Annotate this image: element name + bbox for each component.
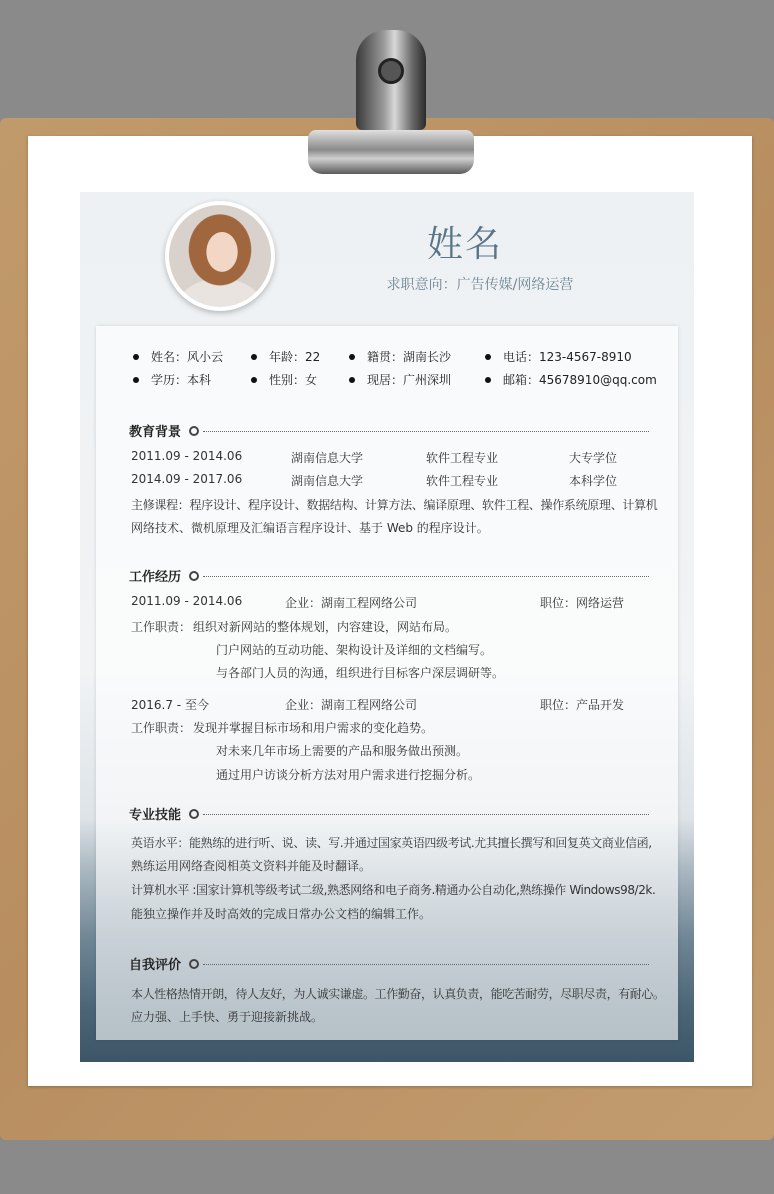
section-work-title: 工作经历	[129, 570, 182, 585]
clip-hole	[378, 58, 404, 84]
job-duty: 组织对新网站的整体规划，内容建设，网站布局。	[193, 620, 458, 634]
section-skills-title: 专业技能	[129, 808, 182, 823]
info-residence: 现居：广州深圳	[349, 371, 451, 388]
section-skills	[129, 804, 649, 823]
job-duty: 发现并掌握目标市场和用户需求的变化趋势。	[193, 721, 434, 735]
job-company: 企业：湖南工程网络公司	[285, 698, 418, 712]
job-company: 企业：湖南工程网络公司	[285, 596, 418, 610]
edu-period: 2014.09 - 2017.06	[131, 472, 243, 486]
job-duty: 与各部门人员的沟通，组织进行目标客户深层调研等。	[216, 666, 505, 680]
info-age: 年龄：22	[251, 348, 320, 365]
self-line: 本人性格热情开朗，待人友好，为人诚实谦虚。工作勤奋，认真负责，能吃苦耐劳，尽职尽责，有耐心。	[131, 987, 665, 1001]
page-title: 姓名	[426, 224, 503, 265]
edu-courses: 网络技术、微机原理及汇编语言程序设计、基于 Web 的程序设计。	[131, 521, 489, 535]
edu-degree: 本科学位	[569, 474, 618, 488]
job-duty-label: 工作职责：	[131, 620, 192, 634]
binder-clip	[308, 30, 474, 176]
section-self-title: 自我评价	[129, 958, 182, 973]
section-work	[129, 566, 649, 585]
edu-school: 湖南信息大学	[291, 474, 364, 488]
divider	[203, 964, 649, 965]
job-duty-label: 工作职责：	[131, 721, 192, 735]
job-period: 2016.7 - 至今	[131, 698, 209, 712]
job-duty: 对未来几年市场上需要的产品和服务做出预测。	[216, 744, 469, 758]
self-line: 应力强、上手快、勇于迎接新挑战。	[131, 1010, 324, 1024]
avatar	[165, 201, 275, 311]
info-email: 邮箱：45678910@qq.com	[485, 371, 657, 388]
job-period: 2011.09 - 2014.06	[131, 594, 243, 608]
ring-icon	[189, 959, 199, 969]
section-self	[129, 954, 649, 973]
info-phone: 电话：123-4567-8910	[485, 348, 632, 365]
info-hometown: 籍贯：湖南长沙	[349, 348, 451, 365]
skill-line: 英语水平：能熟练的进行听、说、读、写.并通过国家英语四级考试.尤其擅长撰写和回复英文商业信函,	[131, 836, 652, 850]
section-education	[129, 421, 649, 440]
section-education-title: 教育背景	[129, 425, 182, 440]
edu-major: 软件工程专业	[426, 451, 499, 465]
ring-icon	[189, 809, 199, 819]
info-gender: 性别：女	[251, 371, 317, 388]
ring-icon	[189, 571, 199, 581]
edu-degree: 大专学位	[569, 451, 618, 465]
edu-courses: 主修课程：程序设计、程序设计、数据结构、计算方法、编译原理、软件工程、操作系统原理、计算机	[131, 498, 658, 512]
clip-base	[308, 130, 474, 174]
edu-period: 2011.09 - 2014.06	[131, 449, 243, 463]
divider	[203, 576, 649, 577]
ring-icon	[189, 426, 199, 436]
skill-line: 能独立操作并及时高效的完成日常办公文档的编辑工作。	[131, 907, 432, 921]
divider	[203, 814, 649, 815]
info-name: 姓名：风小云	[133, 348, 223, 365]
skill-line: 计算机水平 :国家计算机等级考试二级,熟悉网络和电子商务.精通办公自动化,熟练操作 Windows98/2k.	[131, 883, 656, 897]
job-duty: 通过用户访谈分析方法对用户需求进行挖掘分析。	[216, 768, 481, 782]
skill-line: 熟练运用网络查阅相英文资料并能及时翻译。	[131, 859, 372, 873]
job-duty: 门户网站的互动功能、架构设计及详细的文档编写。	[216, 643, 493, 657]
info-education: 学历：本科	[133, 371, 211, 388]
edu-school: 湖南信息大学	[291, 451, 364, 465]
job-intent: 求职意向：广告传媒/网络运营	[386, 277, 574, 293]
job-position: 职位：产品开发	[540, 698, 625, 712]
divider	[203, 431, 649, 432]
job-position: 职位：网络运营	[540, 596, 625, 610]
edu-major: 软件工程专业	[426, 474, 499, 488]
